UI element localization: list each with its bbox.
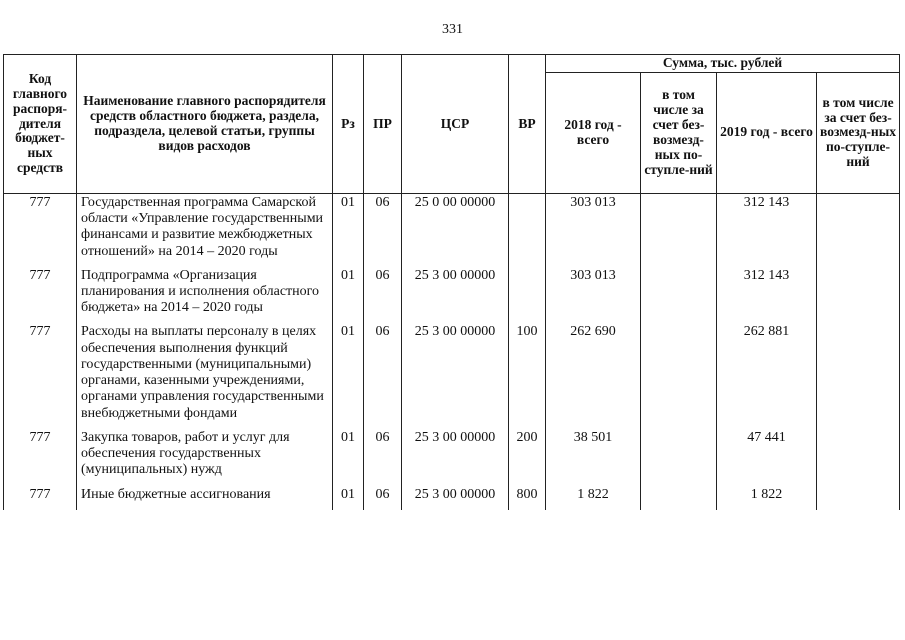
cell-2019-total: 312 143: [717, 193, 817, 266]
cell-2018-grant: [641, 486, 717, 510]
cell-name: Закупка товаров, работ и услуг для обеспечения государственных (муниципальных) нужд: [77, 429, 333, 486]
cell-name: Расходы на выплаты персоналу в целях обеспечения выполнения функций государственными (муниципальными) органами, казенными учреждениями, органами управления государственными внебюджетными фондами: [77, 323, 333, 428]
cell-csr: 25 3 00 00000: [402, 323, 509, 428]
cell-2019-grant: [817, 193, 900, 266]
cell-rz: 01: [333, 486, 364, 510]
cell-code: 777: [4, 429, 77, 486]
table-row: [4, 323, 900, 428]
cell-2019-grant: [817, 323, 900, 428]
cell-code: 777: [4, 486, 77, 510]
cell-rz: 01: [333, 323, 364, 428]
cell-pr: 06: [364, 429, 402, 486]
cell-2019-total: 312 143: [717, 267, 817, 324]
cell-2018-grant: [641, 323, 717, 428]
cell-code: 777: [4, 323, 77, 428]
cell-csr: 25 0 00 00000: [402, 193, 509, 266]
cell-2019-total: 262 881: [717, 323, 817, 428]
page-number: 331: [442, 22, 463, 37]
header-pr: ПР: [364, 55, 402, 194]
cell-name: Подпрограмма «Организация планирования и исполнения областного бюджета» на 2014 – 2020 годы: [77, 267, 333, 324]
table-body: [4, 193, 900, 509]
header-sum-group: Сумма, тыс. рублей: [546, 55, 900, 73]
cell-2018-grant: [641, 193, 717, 266]
header-2019-total: 2019 год - всего: [717, 72, 817, 193]
table-row: [4, 193, 900, 266]
cell-2019-total: 1 822: [717, 486, 817, 510]
header-vr: ВР: [509, 55, 546, 194]
cell-2019-grant: [817, 429, 900, 486]
budget-table: [3, 54, 900, 510]
table-header: [4, 55, 900, 194]
cell-rz: 01: [333, 429, 364, 486]
cell-code: 777: [4, 267, 77, 324]
cell-csr: 25 3 00 00000: [402, 429, 509, 486]
cell-csr: 25 3 00 00000: [402, 486, 509, 510]
cell-vr: [509, 267, 546, 324]
table-row: [4, 429, 900, 486]
cell-pr: 06: [364, 267, 402, 324]
header-2018-total: 2018 год - всего: [546, 72, 641, 193]
cell-pr: 06: [364, 323, 402, 428]
header-csr: ЦСР: [402, 55, 509, 194]
cell-2018-total: 303 013: [546, 193, 641, 266]
header-2018-grant: в том числе за счет без-возмезд-ных по-ступле-ний: [641, 72, 717, 193]
table-row: [4, 486, 900, 510]
cell-2018-total: 1 822: [546, 486, 641, 510]
table-row: [4, 267, 900, 324]
cell-rz: 01: [333, 267, 364, 324]
cell-rz: 01: [333, 193, 364, 266]
cell-name: Государственная программа Самарской области «Управление государственными финансами и развитие межбюджетных отношений» на 2014 – 2020 годы: [77, 193, 333, 266]
cell-name: Иные бюджетные ассигнования: [77, 486, 333, 510]
cell-vr: 800: [509, 486, 546, 510]
header-rz: Рз: [333, 55, 364, 194]
cell-2019-grant: [817, 267, 900, 324]
cell-vr: 200: [509, 429, 546, 486]
cell-2018-total: 262 690: [546, 323, 641, 428]
cell-pr: 06: [364, 193, 402, 266]
cell-csr: 25 3 00 00000: [402, 267, 509, 324]
cell-vr: 100: [509, 323, 546, 428]
header-code: Код главного распоря-дителя бюджет-ных средств: [4, 55, 77, 194]
header-2019-grant: в том числе за счет без-возмезд-ных по-ступле-ний: [817, 72, 900, 193]
cell-2018-total: 38 501: [546, 429, 641, 486]
cell-pr: 06: [364, 486, 402, 510]
cell-2019-grant: [817, 486, 900, 510]
cell-2018-total: 303 013: [546, 267, 641, 324]
cell-vr: [509, 193, 546, 266]
cell-2018-grant: [641, 267, 717, 324]
cell-code: 777: [4, 193, 77, 266]
header-name: Наименование главного распорядителя средств областного бюджета, раздела, подраздела, целевой статьи, группы видов расходов: [77, 55, 333, 194]
cell-2019-total: 47 441: [717, 429, 817, 486]
cell-2018-grant: [641, 429, 717, 486]
